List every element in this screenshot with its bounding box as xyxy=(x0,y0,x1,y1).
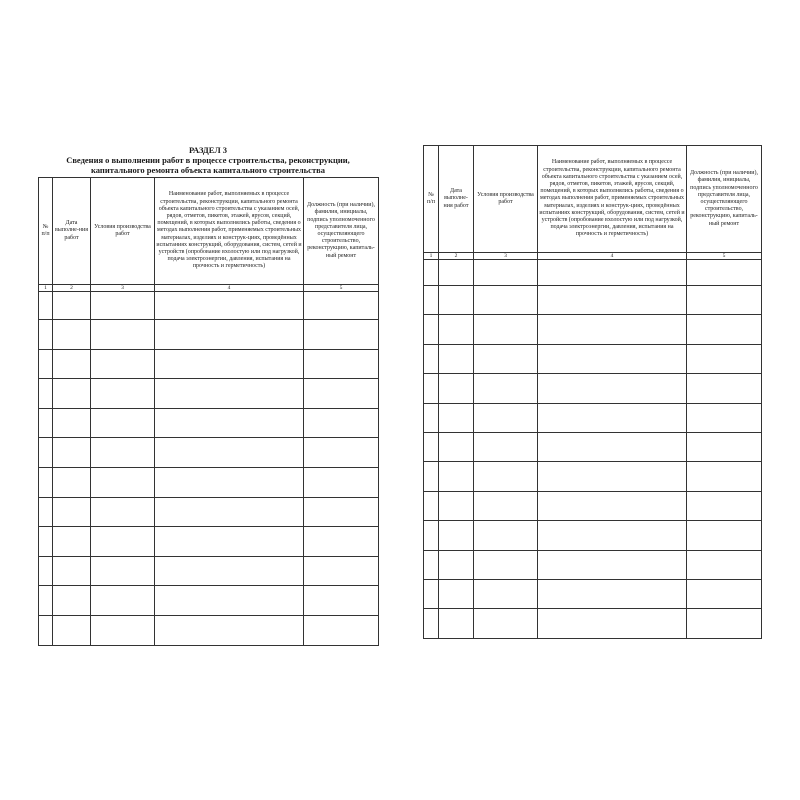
table-cell[interactable] xyxy=(53,527,91,557)
table-header-row xyxy=(39,178,379,285)
col-number: 5 xyxy=(304,285,379,292)
table-row xyxy=(39,497,379,527)
table-cell[interactable] xyxy=(424,315,439,344)
table-cell[interactable] xyxy=(155,527,304,557)
table-cell[interactable] xyxy=(538,462,687,491)
table-row xyxy=(39,556,379,586)
table-row xyxy=(39,379,379,409)
table-cell[interactable] xyxy=(538,260,687,286)
table-cell[interactable] xyxy=(538,579,687,608)
table-cell[interactable] xyxy=(424,609,439,638)
table-cell[interactable] xyxy=(39,292,53,320)
table-cell[interactable] xyxy=(53,349,91,379)
table-cell[interactable] xyxy=(474,550,538,579)
table-cell[interactable] xyxy=(538,432,687,461)
table-cell[interactable] xyxy=(155,497,304,527)
table-cell[interactable] xyxy=(155,438,304,468)
col-number: 3 xyxy=(91,285,155,292)
table-cell[interactable] xyxy=(39,438,53,468)
table-cell[interactable] xyxy=(474,260,538,286)
table-cell[interactable] xyxy=(39,349,53,379)
table-row xyxy=(424,491,762,520)
table-cell[interactable] xyxy=(439,286,474,315)
table-row xyxy=(424,286,762,315)
table-cell[interactable] xyxy=(53,320,91,350)
section-title-line1: Сведения о выполнении работ в процессе строительства, реконструкции, xyxy=(66,155,350,165)
table-cell[interactable] xyxy=(91,497,155,527)
table-cell[interactable] xyxy=(474,344,538,373)
table-cell[interactable] xyxy=(687,550,762,579)
table-cell[interactable] xyxy=(91,586,155,616)
col-number: 3 xyxy=(474,253,538,260)
table-cell[interactable] xyxy=(424,521,439,550)
table-cell[interactable] xyxy=(687,403,762,432)
table-cell[interactable] xyxy=(424,491,439,520)
table-cell[interactable] xyxy=(39,497,53,527)
section-heading xyxy=(38,145,378,175)
table-cell[interactable] xyxy=(91,438,155,468)
column-number-row xyxy=(39,285,379,292)
table-cell[interactable] xyxy=(91,379,155,409)
table-row xyxy=(39,467,379,497)
table-row xyxy=(424,403,762,432)
table-cell[interactable] xyxy=(424,374,439,403)
table-row xyxy=(424,550,762,579)
table-cell[interactable] xyxy=(538,344,687,373)
table-cell[interactable] xyxy=(39,556,53,586)
table-cell[interactable] xyxy=(155,615,304,645)
table-cell[interactable] xyxy=(439,609,474,638)
table-cell[interactable] xyxy=(687,344,762,373)
journal-page-right xyxy=(423,145,761,639)
table-cell[interactable] xyxy=(474,374,538,403)
table-cell[interactable] xyxy=(474,579,538,608)
table-cell[interactable] xyxy=(424,344,439,373)
col-header-conditions: Условия производства работ xyxy=(91,178,155,285)
col-header-responsible: Должность (при наличии), фамилия, инициалы, подпись уполномоченного представителя лица, осуществляющего строительство, реконструкцию, капиталь-ный ремонт xyxy=(304,178,379,285)
table-cell[interactable] xyxy=(39,320,53,350)
table-cell[interactable] xyxy=(155,379,304,409)
col-number: 2 xyxy=(439,253,474,260)
table-cell[interactable] xyxy=(439,374,474,403)
table-cell[interactable] xyxy=(91,615,155,645)
section-title-line2: капитального ремонта объекта капитального строительства xyxy=(91,165,325,175)
table-cell[interactable] xyxy=(39,467,53,497)
table-cell[interactable] xyxy=(687,462,762,491)
table-cell[interactable] xyxy=(53,408,91,438)
section-label: РАЗДЕЛ 3 xyxy=(188,145,228,155)
table-cell[interactable] xyxy=(155,586,304,616)
table-header-row xyxy=(424,146,762,253)
table-cell[interactable] xyxy=(687,579,762,608)
table-cell[interactable] xyxy=(304,379,379,409)
table-cell[interactable] xyxy=(687,491,762,520)
table-cell[interactable] xyxy=(424,579,439,608)
table-row xyxy=(39,349,379,379)
table-row xyxy=(39,292,379,320)
table-cell[interactable] xyxy=(304,497,379,527)
table-cell[interactable] xyxy=(91,320,155,350)
col-number: 1 xyxy=(424,253,439,260)
col-header-conditions: Условия производства работ xyxy=(474,146,538,253)
table-cell[interactable] xyxy=(155,556,304,586)
table-row xyxy=(424,521,762,550)
col-header-number: № п/п xyxy=(424,146,439,253)
table-row xyxy=(39,586,379,616)
table-row xyxy=(39,438,379,468)
table-row xyxy=(424,432,762,461)
col-header-date: Дата выполне-ния работ xyxy=(439,146,474,253)
works-table-left xyxy=(38,177,379,646)
table-cell[interactable] xyxy=(91,292,155,320)
table-cell[interactable] xyxy=(424,550,439,579)
table-cell[interactable] xyxy=(474,521,538,550)
table-cell[interactable] xyxy=(304,586,379,616)
table-cell[interactable] xyxy=(424,286,439,315)
table-body xyxy=(39,292,379,646)
table-cell[interactable] xyxy=(39,379,53,409)
col-header-date: Дата выполне-ния работ xyxy=(53,178,91,285)
table-cell[interactable] xyxy=(53,467,91,497)
table-cell[interactable] xyxy=(53,379,91,409)
table-cell[interactable] xyxy=(304,320,379,350)
table-cell[interactable] xyxy=(474,609,538,638)
table-row xyxy=(424,462,762,491)
table-row xyxy=(39,320,379,350)
table-cell[interactable] xyxy=(538,403,687,432)
table-cell[interactable] xyxy=(538,521,687,550)
table-cell[interactable] xyxy=(155,467,304,497)
table-cell[interactable] xyxy=(439,315,474,344)
table-cell[interactable] xyxy=(424,462,439,491)
table-cell[interactable] xyxy=(304,556,379,586)
table-cell[interactable] xyxy=(304,527,379,557)
table-cell[interactable] xyxy=(474,286,538,315)
table-row xyxy=(424,344,762,373)
table-cell[interactable] xyxy=(304,615,379,645)
table-cell[interactable] xyxy=(39,615,53,645)
table-cell[interactable] xyxy=(91,349,155,379)
table-cell[interactable] xyxy=(304,408,379,438)
table-cell[interactable] xyxy=(53,292,91,320)
works-table-right xyxy=(423,145,762,639)
table-cell[interactable] xyxy=(439,579,474,608)
table-cell[interactable] xyxy=(439,432,474,461)
table-cell[interactable] xyxy=(538,315,687,344)
table-cell[interactable] xyxy=(538,374,687,403)
table-cell[interactable] xyxy=(91,527,155,557)
journal-page-left xyxy=(38,145,378,646)
table-row xyxy=(39,615,379,645)
table-cell[interactable] xyxy=(687,609,762,638)
table-cell[interactable] xyxy=(474,315,538,344)
column-number-row xyxy=(424,253,762,260)
table-row xyxy=(424,315,762,344)
table-cell[interactable] xyxy=(687,521,762,550)
col-header-responsible: Должность (при наличии), фамилия, инициалы, подпись уполномоченного представителя лица, осуществляющего строительство, реконструкцию, капиталь-ный ремонт xyxy=(687,146,762,253)
col-header-work-name: Наименование работ, выполняемых в процессе строительства, реконструкции, капитального ремонта объекта капитального строительства с указанием осей, рядов, отметов, пикетов, этажей, ярусов, секций, помещений, в которых выполнялись работы, сведения о методах выполнения работ, применяемых строительных материалах, изделиях и конструк-циях, проведённых испытаниях конструкций, оборудования, систем, сетей и устройств (опробование вхолостую или под нагрузкой, подача электроэнергии, давления, испытания на прочность и герметичность) xyxy=(538,146,687,253)
col-number: 2 xyxy=(53,285,91,292)
table-cell[interactable] xyxy=(439,550,474,579)
col-number: 1 xyxy=(39,285,53,292)
table-cell[interactable] xyxy=(687,374,762,403)
table-cell[interactable] xyxy=(474,403,538,432)
table-cell[interactable] xyxy=(53,586,91,616)
table-cell[interactable] xyxy=(53,615,91,645)
table-cell[interactable] xyxy=(424,403,439,432)
table-cell[interactable] xyxy=(155,292,304,320)
table-row xyxy=(424,374,762,403)
table-body xyxy=(424,260,762,639)
table-cell[interactable] xyxy=(538,609,687,638)
table-row xyxy=(39,527,379,557)
table-cell[interactable] xyxy=(538,550,687,579)
table-cell[interactable] xyxy=(91,408,155,438)
table-cell[interactable] xyxy=(304,438,379,468)
table-cell[interactable] xyxy=(155,320,304,350)
table-cell[interactable] xyxy=(304,349,379,379)
table-cell[interactable] xyxy=(439,491,474,520)
table-cell[interactable] xyxy=(439,403,474,432)
table-cell[interactable] xyxy=(687,286,762,315)
table-cell[interactable] xyxy=(155,349,304,379)
col-number: 5 xyxy=(687,253,762,260)
table-cell[interactable] xyxy=(687,260,762,286)
table-cell[interactable] xyxy=(53,438,91,468)
table-cell[interactable] xyxy=(91,467,155,497)
table-cell[interactable] xyxy=(439,344,474,373)
table-cell[interactable] xyxy=(39,408,53,438)
col-header-work-name: Наименование работ, выполняемых в процессе строительства, реконструкции, капитального ремонта объекта капитального строительства с указанием осей, рядов, отметов, пикетов, этажей, ярусов, секций, помещений, в которых выполнялись работы, сведения о методах выполнения работ, применяемых строительных материалах, изделиях и конструк-циях, проведённых испытаниях конструкций, оборудования, систем, сетей и устройств (опробование вхолостую или под нагрузкой, подача электроэнергии, давления, испытания на прочность и герметичность) xyxy=(155,178,304,285)
table-cell[interactable] xyxy=(304,292,379,320)
table-row xyxy=(39,408,379,438)
table-cell[interactable] xyxy=(474,491,538,520)
table-cell[interactable] xyxy=(155,408,304,438)
table-cell[interactable] xyxy=(687,315,762,344)
table-cell[interactable] xyxy=(91,556,155,586)
table-row xyxy=(424,609,762,638)
table-row xyxy=(424,260,762,286)
table-cell[interactable] xyxy=(53,497,91,527)
table-cell[interactable] xyxy=(39,527,53,557)
table-cell[interactable] xyxy=(424,260,439,286)
col-number: 4 xyxy=(155,285,304,292)
table-cell[interactable] xyxy=(538,491,687,520)
table-cell[interactable] xyxy=(474,462,538,491)
col-header-number: № п/п xyxy=(39,178,53,285)
table-cell[interactable] xyxy=(687,432,762,461)
table-cell[interactable] xyxy=(39,586,53,616)
table-cell[interactable] xyxy=(53,556,91,586)
table-cell[interactable] xyxy=(304,467,379,497)
col-number: 4 xyxy=(538,253,687,260)
table-row xyxy=(424,579,762,608)
table-cell[interactable] xyxy=(538,286,687,315)
table-cell[interactable] xyxy=(424,432,439,461)
table-cell[interactable] xyxy=(439,260,474,286)
table-cell[interactable] xyxy=(474,432,538,461)
table-cell[interactable] xyxy=(439,521,474,550)
table-cell[interactable] xyxy=(439,462,474,491)
